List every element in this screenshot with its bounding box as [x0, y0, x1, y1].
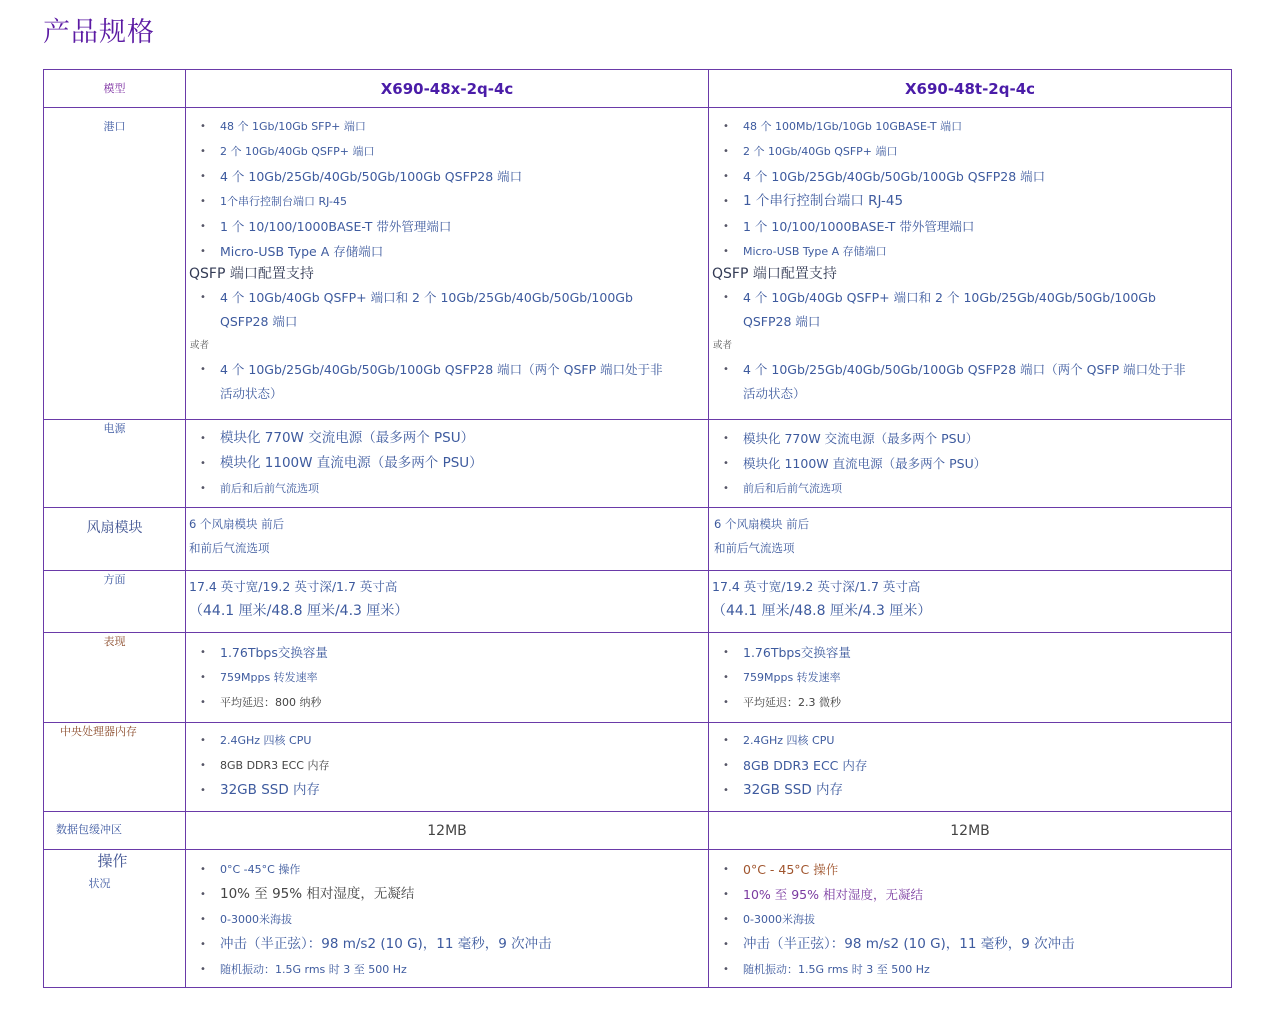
dimensions-b-line-2: （44.1 厘米/48.8 厘米/4.3 厘米） — [712, 603, 932, 619]
fan-a-line-1: 6 个风扇模块 前后 — [189, 517, 285, 531]
list-item: • 1个串行控制台端口 RJ-45 — [200, 189, 708, 214]
fan-row — [44, 508, 1232, 571]
performance-b-list — [709, 633, 1231, 719]
list-item: • 10% 至 95% 相对湿度，无凝结 — [200, 882, 708, 907]
list-item: • 1.76Tbps交换容量 — [723, 640, 1231, 665]
operating-b-list — [709, 850, 1231, 986]
list-item: • 8GB DDR3 ECC 内存 — [723, 753, 1231, 778]
list-item: • 48 个 1Gb/10Gb SFP+ 端口 — [200, 114, 708, 139]
performance-label: 表现 — [44, 633, 186, 723]
or-text: 或者 — [713, 340, 733, 351]
list-item: • 48 个 100Mb/1Gb/10Gb 10GBASE-T 端口 — [723, 114, 1231, 139]
performance-a-list — [186, 633, 708, 719]
list-item: • 2 个 10Gb/40Gb QSFP+ 端口 — [200, 139, 708, 164]
dimensions-label: 方面 — [44, 571, 186, 633]
dimensions-b-cell — [709, 571, 1232, 633]
config-a-list-2 — [186, 358, 708, 410]
list-item: • 759Mpps 转发速率 — [723, 665, 1231, 690]
fan-label: 风扇模块 — [44, 508, 186, 571]
list-item: • 8GB DDR3 ECC 内存 — [200, 753, 708, 778]
list-item: • 平均延迟：800 纳秒 — [200, 690, 708, 715]
list-item: • 4 个 10Gb/40Gb QSFP+ 端口和 2 个 10Gb/25Gb/40Gb/50Gb/100Gb QSFP28 端口 — [723, 286, 1231, 334]
spec-table — [43, 69, 1232, 988]
operating-label-2: 状况 — [88, 877, 111, 890]
fan-b-text — [709, 508, 1231, 566]
list-item: • 4 个 10Gb/40Gb QSFP+ 端口和 2 个 10Gb/25Gb/40Gb/50Gb/100Gb QSFP28 端口 — [200, 286, 708, 334]
fan-b-cell — [709, 508, 1232, 571]
list-item: • 模块化 770W 交流电源（最多两个 PSU） — [723, 426, 1231, 451]
list-item: • 32GB SSD 内存 — [200, 778, 708, 803]
ports-label: 港口 — [44, 108, 186, 420]
list-item: • 平均延迟：2.3 微秒 — [723, 690, 1231, 715]
performance-b-cell — [709, 633, 1232, 723]
list-item: • 前后和后前气流选项 — [200, 476, 708, 501]
list-item: • 4 个 10Gb/25Gb/40Gb/50Gb/100Gb QSFP28 端口 — [200, 164, 708, 189]
list-item: • 0-3000米海拔 — [200, 907, 708, 932]
list-item: • 0-3000米海拔 — [723, 907, 1231, 932]
power-row — [44, 420, 1232, 508]
dimensions-a-line-1: 17.4 英寸宽/19.2 英寸深/1.7 英寸高 — [189, 579, 398, 594]
list-item: • 2.4GHz 四核 CPU — [200, 728, 708, 753]
buffer-label: 数据包缓冲区 — [44, 812, 186, 850]
dimensions-a-line-2: （44.1 厘米/48.8 厘米/4.3 厘米） — [189, 603, 409, 619]
buffer-a-value: 12MB — [186, 812, 709, 850]
list-item: • 4 个 10Gb/25Gb/40Gb/50Gb/100Gb QSFP28 端口（两个 QSFP 端口处于非活动状态） — [723, 358, 1231, 406]
model-a-name: X690-48x-2q-4c — [186, 70, 709, 108]
fan-b-line-2: 和前后气流选项 — [714, 541, 795, 555]
header-row — [44, 70, 1232, 108]
power-a-list — [186, 420, 708, 505]
list-item: • 随机振动：1.5G rms 时 3 至 500 Hz — [200, 957, 708, 982]
config-b-list-1 — [709, 286, 1231, 334]
list-item: • 0°C -45°C 操作 — [200, 857, 708, 882]
cpu-row — [44, 723, 1232, 812]
cpu-b-list — [709, 723, 1231, 807]
list-item: • 前后和后前气流选项 — [723, 476, 1231, 501]
list-item: • 模块化 1100W 直流电源（最多两个 PSU） — [200, 451, 708, 476]
ports-a-cell — [186, 108, 709, 420]
fan-a-line-2: 和前后气流选项 — [189, 541, 270, 555]
ports-a-list — [186, 108, 708, 268]
list-item: • 1 个 10/100/1000BASE-T 带外管理端口 — [200, 214, 708, 239]
list-item: • Micro-USB Type A 存储端口 — [723, 239, 1231, 264]
power-a-cell — [186, 420, 709, 508]
list-item: • 2.4GHz 四核 CPU — [723, 728, 1231, 753]
list-item: • 模块化 770W 交流电源（最多两个 PSU） — [200, 426, 708, 451]
power-label: 电源 — [44, 420, 186, 508]
list-item: • 0°C - 45°C 操作 — [723, 857, 1231, 882]
list-item: • 1 个 10/100/1000BASE-T 带外管理端口 — [723, 214, 1231, 239]
page-title: 产品规格 — [43, 17, 155, 48]
config-a-list-1 — [186, 286, 708, 334]
cpu-label: 中央处理器内存 — [44, 723, 186, 812]
model-label: 模型 — [44, 70, 186, 108]
operating-a-cell — [186, 850, 709, 988]
ports-b-list — [709, 108, 1231, 268]
list-item: • 759Mpps 转发速率 — [200, 665, 708, 690]
list-item: • 4 个 10Gb/25Gb/40Gb/50Gb/100Gb QSFP28 端口 — [723, 164, 1231, 189]
cpu-b-cell — [709, 723, 1232, 812]
list-item: • 冲击（半正弦）：98 m/s2 (10 G)，11 毫秒，9 次冲击 — [200, 932, 708, 957]
cpu-a-list — [186, 723, 708, 807]
buffer-row — [44, 812, 1232, 850]
cpu-a-cell — [186, 723, 709, 812]
list-item: • 1 个串行控制台端口 RJ-45 — [723, 189, 1231, 214]
qsfp-heading: QSFP 端口配置支持 — [712, 266, 837, 282]
ports-b-cell — [709, 108, 1232, 420]
list-item: • 2 个 10Gb/40Gb QSFP+ 端口 — [723, 139, 1231, 164]
list-item: • Micro-USB Type A 存储端口 — [200, 239, 708, 264]
operating-b-cell — [709, 850, 1232, 988]
operating-label-1: 操作 — [97, 852, 128, 870]
list-item: • 1.76Tbps交换容量 — [200, 640, 708, 665]
performance-a-cell — [186, 633, 709, 723]
list-item: • 冲击（半正弦）：98 m/s2 (10 G)，11 毫秒，9 次冲击 — [723, 932, 1231, 957]
or-text: 或者 — [190, 340, 210, 351]
operating-label-cell — [44, 850, 186, 988]
list-item: • 10% 至 95% 相对湿度，无凝结 — [723, 882, 1231, 907]
performance-row — [44, 633, 1232, 723]
dimensions-b-text — [709, 571, 1231, 629]
config-b-list-2 — [709, 358, 1231, 410]
list-item: • 随机振动：1.5G rms 时 3 至 500 Hz — [723, 957, 1231, 982]
qsfp-heading: QSFP 端口配置支持 — [189, 266, 314, 282]
fan-a-text — [186, 508, 708, 566]
list-item: • 32GB SSD 内存 — [723, 778, 1231, 803]
power-b-list — [709, 420, 1231, 505]
ports-row — [44, 108, 1232, 420]
model-b-name: X690-48t-2q-4c — [709, 70, 1232, 108]
dimensions-a-cell — [186, 571, 709, 633]
list-item: • 4 个 10Gb/25Gb/40Gb/50Gb/100Gb QSFP28 端口（两个 QSFP 端口处于非活动状态） — [200, 358, 708, 406]
dimensions-b-line-1: 17.4 英寸宽/19.2 英寸深/1.7 英寸高 — [712, 579, 921, 594]
operating-a-list — [186, 850, 708, 986]
dimensions-row — [44, 571, 1232, 633]
operating-row — [44, 850, 1232, 988]
power-b-cell — [709, 420, 1232, 508]
buffer-b-value: 12MB — [709, 812, 1232, 850]
dimensions-a-text — [186, 571, 708, 629]
fan-b-line-1: 6 个风扇模块 前后 — [714, 517, 810, 531]
fan-a-cell — [186, 508, 709, 571]
list-item: • 模块化 1100W 直流电源（最多两个 PSU） — [723, 451, 1231, 476]
